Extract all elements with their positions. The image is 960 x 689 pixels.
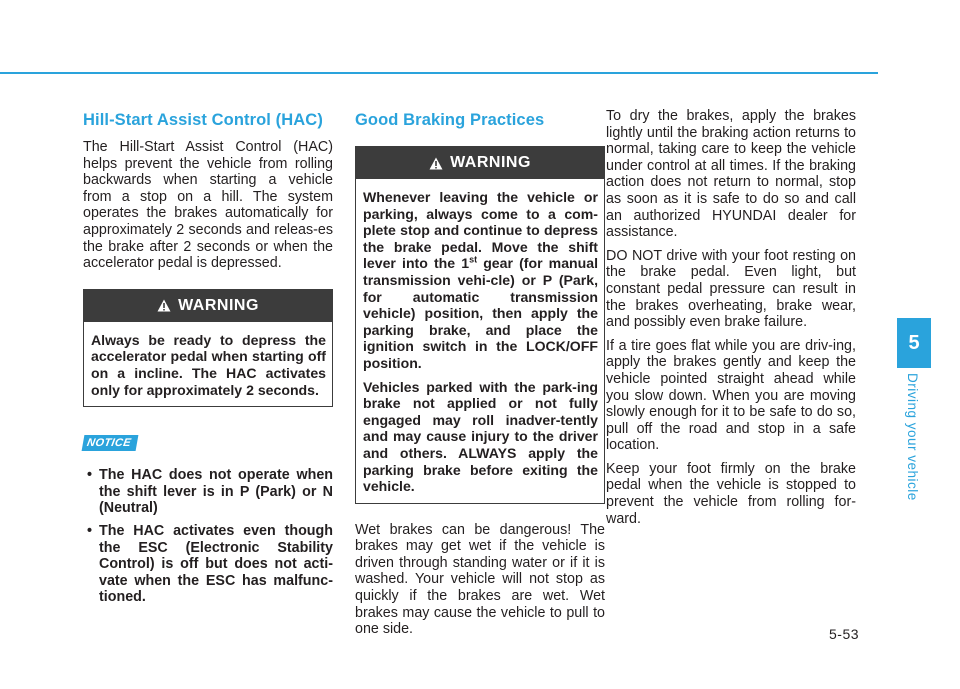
warning-label: WARNING: [178, 296, 259, 314]
warning-triangle-icon: [157, 299, 171, 312]
chapter-title: Driving your vehicle: [905, 373, 920, 501]
warning-header: [356, 147, 604, 179]
chapter-number-tab: 5: [897, 318, 931, 368]
warning-text-part: Whenever leaving the vehicle or parking, always come to a com-plete stop and continue to depress the brake pedal. Move the shift lever into the 1: [363, 189, 598, 272]
braking-warning-box: [355, 146, 605, 504]
list-item: • The HAC does not operate when the shift lever is in P (Park) or N (Neutral): [83, 467, 333, 517]
paragraph: If a tire goes flat while you are driv-ing, apply the brakes gently and keep the vehicle pointed straight ahead while you slow down. When you are moving slowly enough for it to be safe to do so, pull off the road and stop in a safe location.: [606, 337, 856, 454]
page-number: 5-53: [829, 626, 860, 642]
section-title-braking: Good Braking Practices: [355, 111, 545, 129]
warning-text-part: gear (for manual transmission vehi-cle) or P (Park, for automatic transmission vehicle) position, then apply the parking brake, and place the ignition switch in the LOCK/OFF position.: [363, 255, 599, 371]
warning-paragraph: [363, 189, 598, 372]
superscript: st: [469, 254, 478, 265]
paragraph: Keep your foot firmly on the brake pedal when the vehicle is stopped to prevent the vehicle from rolling for-ward.: [606, 460, 856, 527]
warning-text: Always be ready to depress the accelerator pedal when starting off on a incline. The HAC activates only for approximately 2 seconds.: [91, 331, 326, 398]
hac-body: The Hill-Start Assist Control (HAC) helps prevent the vehicle from rolling backwards when starting a vehicle from a stop on a hill. The system operates the brakes automatically for approximately 2 seconds and releas-es the brake after 2 seconds or when the accelerator pedal is depressed.: [83, 139, 333, 272]
warning-text: [356, 179, 604, 503]
notice-list: [83, 467, 333, 606]
notice-badge: NOTICE: [82, 435, 139, 451]
column-2: [355, 108, 605, 638]
list-item: • The HAC activates even though the ESC (Electronic Stability Control) is off but does not acti-vate when the ESC has malfunc-tioned.: [83, 523, 333, 606]
warning-label: WARNING: [450, 154, 531, 171]
hac-warning-box: [83, 289, 333, 407]
paragraph: To dry the brakes, apply the brakes lightly until the braking action returns to normal, taking care to keep the vehicle under control at all times. If the braking action does not return to normal, stop as soon as it is safe to do so and call an authorized HYUNDAI dealer for assistance.: [606, 108, 856, 241]
warning-header: [84, 290, 332, 322]
paragraph: DO NOT drive with your foot resting on the brake pedal. Even light, but constant pedal pressure can result in the brakes overheating, brake wear, and possibly even brake failure.: [606, 247, 856, 331]
column-3: [606, 108, 856, 534]
column-1: [83, 108, 333, 612]
warning-triangle-icon: [429, 157, 443, 170]
header-rule: [0, 72, 878, 74]
braking-body: Wet brakes can be dangerous! The brakes may get wet if the vehicle is driven through standing water or if it is washed. Your vehicle will not stop as quickly if the brakes are wet. Wet brakes may cause the vehicle to pull to one side.: [355, 521, 605, 638]
warning-paragraph: Vehicles parked with the park-ing brake not applied or not fully engaged may roll inadver-tently and may cause injury to the driver and others. ALWAYS apply the parking brake before exiting the vehicle.: [363, 378, 598, 495]
section-title-hac: Hill-Start Assist Control (HAC): [83, 111, 323, 129]
